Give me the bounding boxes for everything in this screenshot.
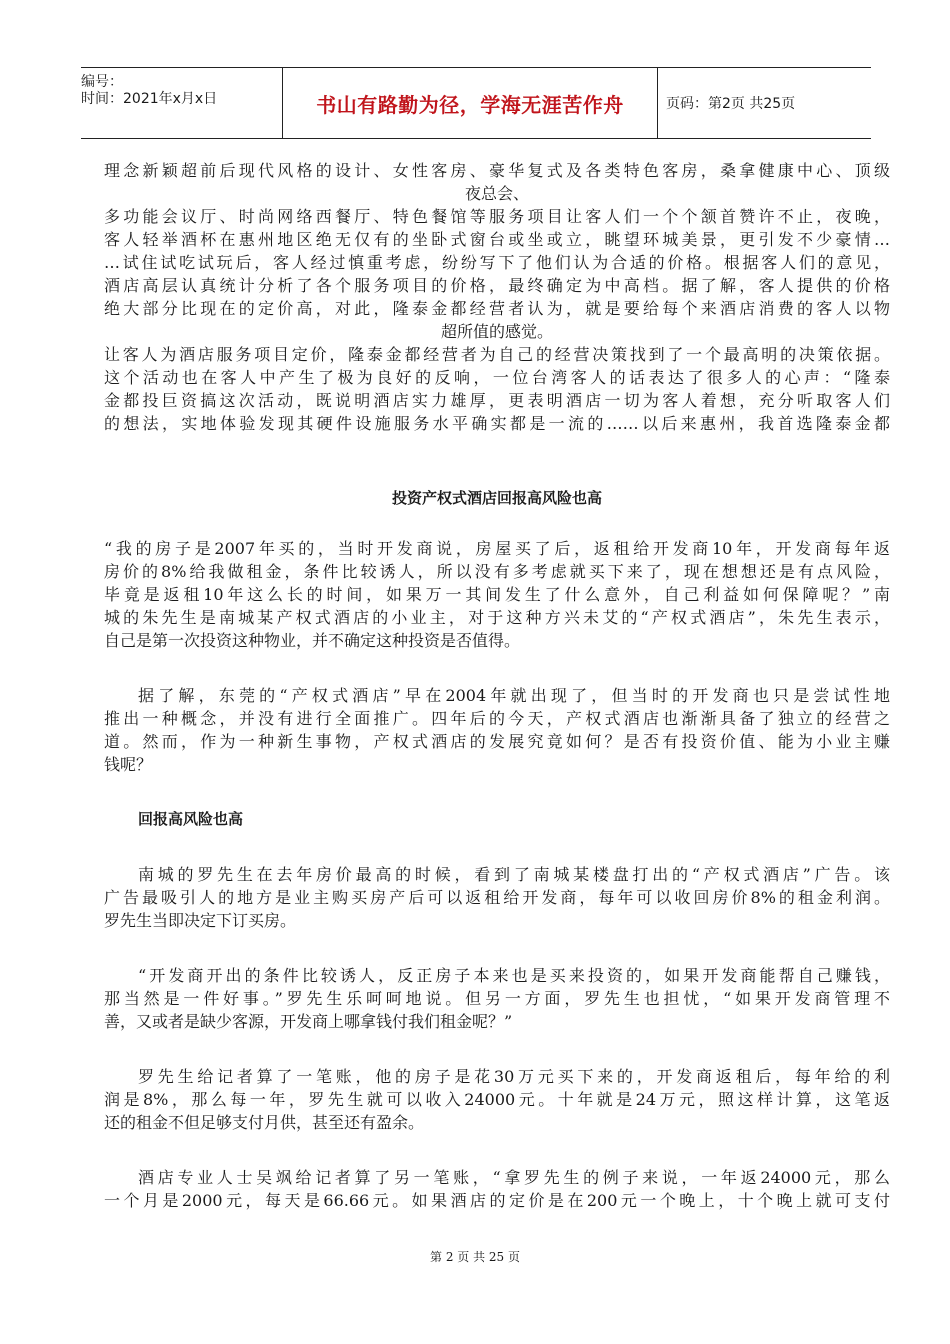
text-line: 善，又或者是缺少客源，开发商上哪拿钱付我们租金呢？” <box>104 1012 513 1031</box>
text-line: 的想法，实地体验发现其硬件设施服务水平确实都是一流的……以后来惠州，我首选隆泰金都 <box>104 414 890 433</box>
document-date: 时间：2021年x月x日 <box>81 91 218 107</box>
text-line: 绝大部分比现在的定价高，对此，隆泰金都经营者认为，就是要给每个来酒店消费的客人以物 <box>104 299 890 318</box>
text-line: 酒店高层认真统计分析了各个服务项目的价格，最终确定为中高档。据了解，客人提供的价格 <box>104 276 890 295</box>
section-subtitle: 回报高风险也高 <box>138 810 244 828</box>
paragraph-6 <box>104 1166 890 1212</box>
text-line: 酒店专业人士吴飒给记者算了另一笔账，“拿罗先生的例子来说，一年返24000元，那么 <box>138 1168 890 1187</box>
text-line: 推出一种概念，并没有进行全面推广。四年后的今天，产权式酒店也渐渐具备了独立的经营之 <box>104 709 890 728</box>
text-line: 房价的8%给我做租金，条件比较诱人，所以没有多考虑就买下来了，现在想想还是有点风险， <box>104 562 890 581</box>
text-line: 罗先生给记者算了一笔账，他的房子是花30万元买下来的，开发商返租后，每年给的利 <box>138 1067 890 1086</box>
text-line: 那当然是一件好事。”罗先生乐呵呵地说。但另一方面，罗先生也担忧，“如果开发商管理不 <box>104 989 890 1008</box>
header-motto: 书山有路勤为径，学海无涯苦作舟 <box>282 68 658 138</box>
page-header <box>81 67 871 139</box>
article-title: 投资产权式酒店回报高风险也高 <box>391 489 602 507</box>
text-line: 夜总会、 <box>464 184 529 203</box>
text-line: 道。然而，作为一种新生事物，产权式酒店的发展究竟如何？是否有投资价值、能为小业主赚 <box>104 732 890 751</box>
paragraph-5 <box>104 1065 890 1134</box>
header-meta <box>81 68 281 144</box>
text-line: 城的朱先生是南城某产权式酒店的小业主，对于这种方兴未艾的“产权式酒店”，朱先生表示， <box>104 608 890 627</box>
text-line: 超所值的感觉。 <box>440 322 553 341</box>
text-line: 南城的罗先生在去年房价最高的时候，看到了南城某楼盘打出的“产权式酒店”广告。该 <box>138 865 890 884</box>
paragraph-3 <box>104 863 890 932</box>
text-line: “我的房子是2007年买的，当时开发商说，房屋买了后，返租给开发商10年，开发商每年返 <box>104 539 890 558</box>
text-line: 让客人为酒店服务项目定价，隆泰金都经营者为自己的经营决策找到了一个最高明的决策依据。 <box>104 345 890 364</box>
text-line: 润是8%，那么每一年，罗先生就可以收入24000元。十年就是24万元，照这样计算，这笔返 <box>104 1090 890 1109</box>
text-line: 罗先生当即决定下订买房。 <box>104 911 297 930</box>
text-line: “开发商开出的条件比较诱人，反正房子本来也是买来投资的，如果开发商能帮自己赚钱， <box>138 966 890 985</box>
text-line: 钱呢？ <box>104 755 153 774</box>
page-info-text: 页码：第2页 共25页 <box>666 96 796 112</box>
text-line: 据了解，东莞的“产权式酒店”早在2004年就出现了，但当时的开发商也只是尝试性地 <box>138 686 890 705</box>
text-line: 一个月是2000元，每天是66.66元。如果酒店的定价是在200元一个晚上，十个晚上就可支付 <box>104 1191 890 1210</box>
text-line: 客人轻举酒杯在惠州地区绝无仅有的坐卧式窗台或坐或立，眺望环城美景，更引发不少豪情… <box>104 230 890 249</box>
page-footer: 第 2 页 共 25 页 <box>430 1250 520 1264</box>
text-line: 金都投巨资搞这次活动，既说明酒店实力雄厚，更表明酒店一切为客人着想，充分听取客人们 <box>104 391 890 410</box>
text-line: 毕竟是返租10年这么长的时间，如果万一其间发生了什么意外，自己利益如何保障呢？”南 <box>104 585 890 604</box>
header-page-info <box>666 68 871 138</box>
text-line: 广告最吸引人的地方是业主购买房产后可以返租给开发商，每年可以收回房价8%的租金利润。 <box>104 888 890 907</box>
paragraph-1 <box>104 537 890 652</box>
text-line: 理念新颖超前后现代风格的设计、女性客房、豪华复式及各类特色客房，桑拿健康中心、顶级 <box>104 161 890 180</box>
text-line: 还的租金不但足够支付月供，甚至还有盈余。 <box>104 1113 425 1132</box>
text-line: 这个活动也在客人中产生了极为良好的反响，一位台湾客人的话表达了很多人的心声：“隆泰 <box>104 368 890 387</box>
intro-section <box>104 159 890 435</box>
text-line: 多功能会议厅、时尚网络西餐厅、特色餐馆等服务项目让客人们一个个颔首赞许不止，夜晚， <box>104 207 890 226</box>
paragraph-4 <box>104 964 890 1033</box>
text-line: …试住试吃试玩后，客人经过慎重考虑，纷纷写下了他们认为合适的价格。根据客人们的意见， <box>104 253 890 272</box>
paragraph-2 <box>104 684 890 776</box>
text-line: 自己是第一次投资这种物业，并不确定这种投资是否值得。 <box>104 631 521 650</box>
document-body <box>104 159 890 1212</box>
document-number: 编号： <box>81 74 123 90</box>
